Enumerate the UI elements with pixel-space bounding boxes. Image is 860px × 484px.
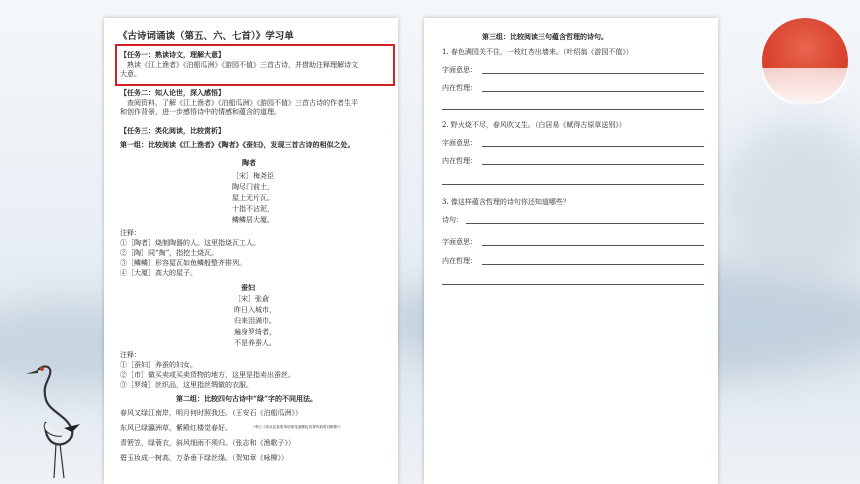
notes-heading: 注释：: [120, 229, 141, 237]
note-item: ④［大厦］高大的屋子。: [120, 269, 197, 277]
notes-heading: 注释：: [120, 351, 141, 359]
poem-line: 不是养蚕人。: [234, 339, 276, 347]
question-2: 2. 野火烧不尽，春风吹又生。（白居易《赋得古原草送别》）: [442, 121, 626, 129]
answer-line[interactable]: [442, 109, 704, 110]
answer-line[interactable]: [466, 223, 704, 224]
task2-heading: 【任务二：知人论世，深入感悟】: [120, 88, 225, 97]
verse-line: 青箬笠，绿蓑衣，斜风细雨不须归。（张志和《渔歌子》）: [120, 439, 295, 447]
note-item: ①［蚕妇］养蚕的妇女。: [120, 361, 197, 369]
worksheet-page-left: [104, 18, 398, 484]
answer-line[interactable]: [442, 284, 704, 285]
task1-text: 熟读《江上渔者》《泊船瓜洲》《游园不值》三首古诗，并借助注释理解诗文: [127, 61, 358, 69]
meaning-label: 字面意思：: [442, 238, 477, 246]
group3-heading: 第三组：比较阅读三句蕴含哲理的诗句。: [482, 32, 608, 41]
verse-line: 春风又绿江南岸，明月何时照我还。（王安石《泊船瓜洲》）: [120, 409, 302, 417]
verse-label: 诗句：: [442, 216, 463, 224]
crane-icon: [20, 360, 90, 480]
poem-line: 屋上无片瓦。: [232, 194, 274, 202]
note-item: ③［罗绮］丝织品，这里指丝绸做的衣服。: [120, 381, 253, 389]
note-item: ③［鳞鳞］形容屋瓦如鱼鳞般整齐排列。: [120, 259, 246, 267]
answer-line[interactable]: [482, 146, 704, 147]
task1-heading: 【任务一：熟读诗文，理解大意】: [120, 50, 225, 59]
philosophy-label: 内在哲理：: [442, 84, 477, 92]
task3-heading: 【任务三：类化阅读，比较赏析】: [120, 126, 225, 135]
answer-line[interactable]: [482, 91, 704, 92]
answer-line[interactable]: [482, 73, 704, 74]
meaning-label: 字面意思：: [442, 139, 477, 147]
poem-line: 十指不沾泥，: [232, 205, 274, 213]
poem-line: 陶尽门前土，: [232, 183, 274, 191]
answer-line[interactable]: [482, 164, 704, 165]
answer-line[interactable]: [442, 184, 704, 185]
task2-text: 和创作背景，进一步感悟诗中的情感和蕴含的道理。: [120, 108, 281, 116]
page-title: 《古诗词诵读（第五、六、七首）》学习单: [118, 31, 294, 42]
task2-text: 查阅资料，了解《江上渔者》《泊船瓜洲》《游园不值》三首古诗的作者生平: [127, 99, 358, 107]
note-item: ②［市］做买卖或买卖货物的地方，这里是指卖出蚕丝。: [120, 371, 295, 379]
worksheet-page-right: [424, 18, 718, 484]
question-3: 3. 像这样蕴含哲理的诗句你还知道哪些？: [442, 198, 570, 206]
poem-line: 鳞鳞居大厦。: [232, 216, 274, 224]
answer-line[interactable]: [482, 245, 704, 246]
group2-heading: 第二组：比较四句古诗中“绿”字的不同用法。: [176, 394, 318, 403]
poem-line: 昨日入城市，: [234, 306, 276, 314]
note-item: ②［陶］同“掏”，指挖土烧瓦。: [120, 249, 219, 257]
poem-title: 蚕妇: [241, 283, 255, 292]
verse-line: 碧玉妆成一树高，万条垂下绿丝绦。（贺知章《咏柳》）: [120, 454, 288, 462]
philosophy-label: 内在哲理：: [442, 157, 477, 165]
poem-author: ［宋］张俞: [234, 295, 269, 303]
philosophy-label: 内在哲理：: [442, 257, 477, 265]
poem-title: 陶者: [242, 158, 256, 167]
poem-author: ［宋］梅尧臣: [232, 172, 274, 180]
note-item: ①［陶者］烧制陶器的人。这里指烧瓦工人。: [120, 239, 260, 247]
meaning-label: 字面意思：: [442, 66, 477, 74]
poem-line: 归来泪满巾。: [234, 317, 276, 325]
poem-line: 遍身罗绮者，: [234, 328, 276, 336]
verse-line: 东风已绿瀛洲草，紫殿红楼觉春好。: [120, 424, 232, 432]
mist-layer: [720, 120, 860, 280]
task1-text: 大意。: [120, 70, 141, 78]
verse-source-small: （李白《侍从宜春苑奉诏赋龙池柳色初青听新莺百啭歌》）: [251, 425, 343, 429]
answer-line[interactable]: [482, 264, 704, 265]
group1-heading: 第一组：比较阅读《江上渔者》《陶者》《蚕妇》，发现三首古诗的相似之处。: [120, 140, 355, 149]
red-sun-decoration: [762, 18, 848, 104]
question-1: 1. 春色满园关不住，一枝红杏出墙来。（叶绍翁《游园不值》）: [442, 48, 633, 56]
